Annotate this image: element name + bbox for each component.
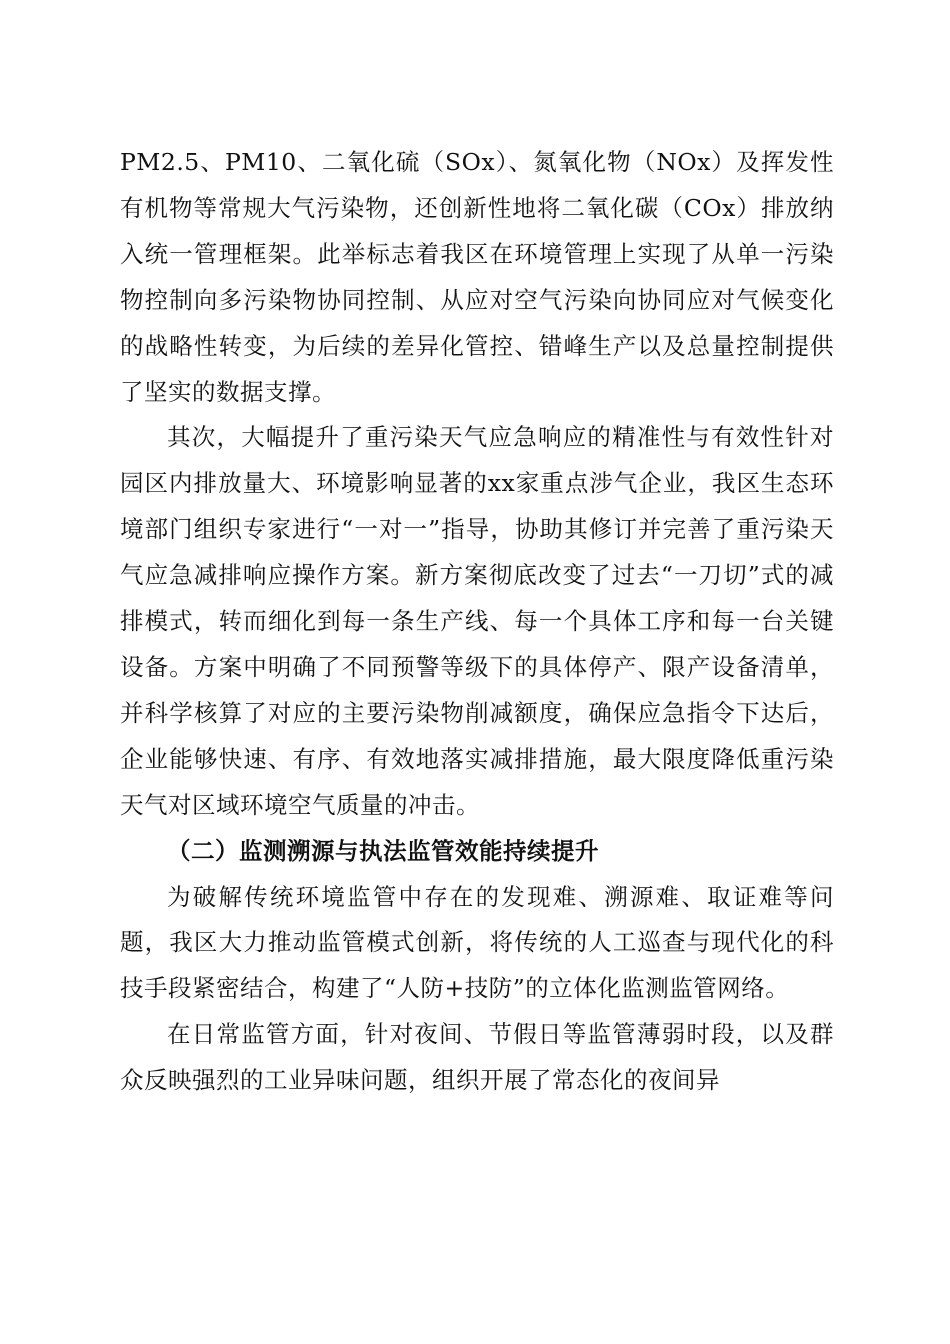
section-heading: （二）监测溯源与执法监管效能持续提升 — [167, 836, 599, 865]
paragraph-second-point: 其次，大幅提升了重污染天气应急响应的精准性与有效性针对园区内排放量大、环境影响显著的xx家重点涉气企业，我区生态环境部门组织专家进行“一对一”指导，协助其修订并完善了重污染天气应急减排响应操作方案。新方案彻底改变了过去“一刀切”式的减排模式，转而细化到每一条生产线、每一个具体工序和每一台关键设备。方案中明确了不同预警等级下的具体停产、限产设备清单，并科学核算了对应的主要污染物削减额度，确保应急指令下达后，企业能够快速、有序、有效地落实减排措施，最大限度降低重污染天气对区域环境空气质量的冲击。 — [120, 423, 834, 819]
paragraph-monitoring-intro: 为破解传统环境监管中存在的发现难、溯源难、取证难等问题，我区大力推动监管模式创新，将传统的人工巡查与现代化的科技手段紧密结合，构建了“人防+技防”的立体化监测监管网络。 — [120, 882, 834, 1003]
paragraph-daily-supervision: 在日常监管方面，针对夜间、节假日等监管薄弱时段，以及群众反映强烈的工业异味问题，组织开展了常态化的夜间异 — [120, 1020, 834, 1095]
paragraph-continuation: PM2.5、PM10、二氧化硫（SOx）、氮氧化物（NOx）及挥发性有机物等常规大气污染物，还创新性地将二氧化碳（COx）排放纳入统一管理框架。此举标志着我区在环境管理上实现了从单一污染物控制向多污染物协同控制、从应对空气污染向协同应对气候变化的战略性转变，为后续的差异化管控、错峰生产以及总量控制提供了坚实的数据支撑。 — [120, 148, 834, 406]
document-body — [120, 140, 834, 1104]
